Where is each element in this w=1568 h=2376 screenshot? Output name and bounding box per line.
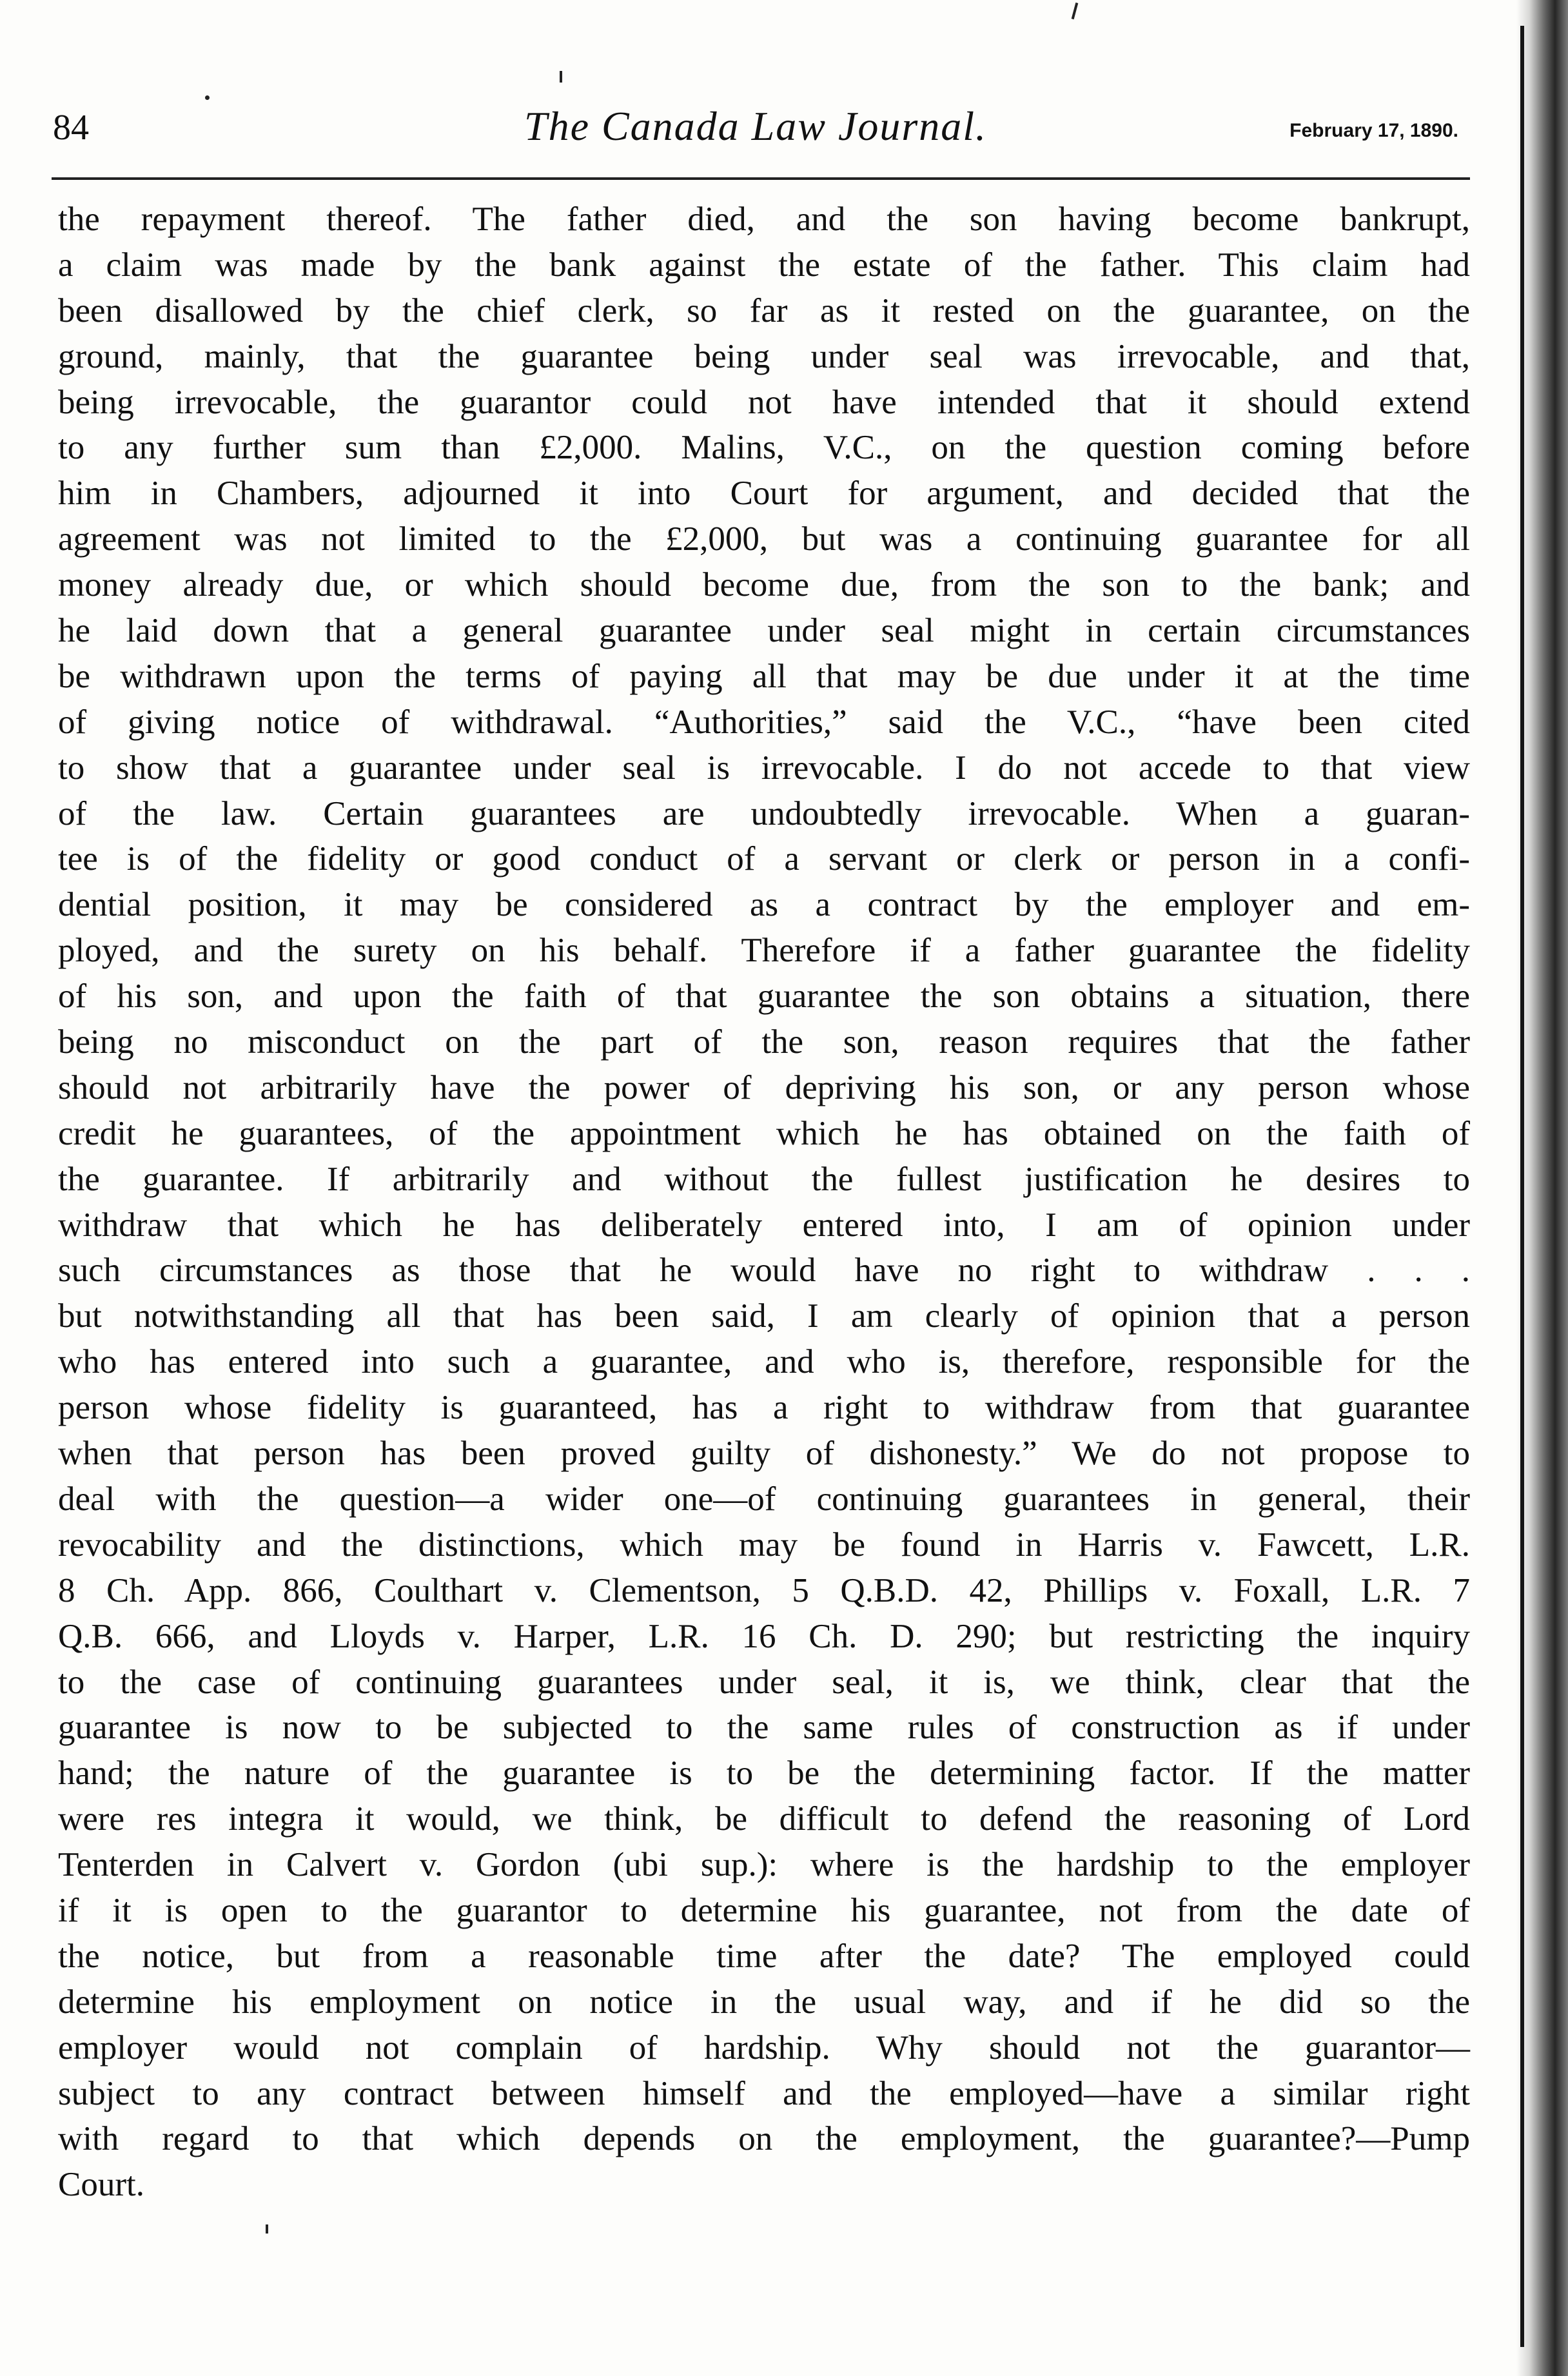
body-text-line: the notice, but from a reasonable time after the date? The employed could <box>58 1937 1470 1975</box>
issue-date: February 17, 1890. <box>1289 120 1458 141</box>
body-text-line: such circumstances as those that he would have no right to withdraw . . . <box>58 1252 1470 1290</box>
body-text-line: were res integra it would, we think, be difficult to defend the reasoning of Lord <box>58 1800 1470 1838</box>
body-text-line: credit he guarantees, of the appointment which he has obtained on the faith of <box>58 1114 1470 1152</box>
body-text-line: ployed, and the surety on his behalf. Therefore if a father guarantee the fidelity <box>58 932 1470 970</box>
body-text-line: to the case of continuing guarantees under seal, it is, we think, clear that the <box>58 1663 1470 1701</box>
body-text-line: to show that a guarantee under seal is irrevocable. I do not accede to that view <box>58 749 1470 787</box>
body-text-line: guarantee is now to be subjected to the same rules of construction as if under <box>58 1709 1470 1747</box>
print-speck <box>266 2224 268 2234</box>
body-text-line: Tenterden in Calvert v. Gordon (ubi sup.): where is the hardship to the employer <box>58 1846 1470 1884</box>
body-text-line: with regard to that which depends on the employment, the guarantee?—Pump <box>58 2120 1470 2158</box>
body-text-line: tee is of the fidelity or good conduct of a servant or clerk or person in a confi- <box>58 840 1470 878</box>
body-text-line: should not arbitrarily have the power of depriving his son, or any person whose <box>58 1068 1470 1106</box>
body-text-line: hand; the nature of the guarantee is to be the determining factor. If the matter <box>58 1754 1470 1792</box>
body-text-line: Q.B. 666, and Lloyds v. Harper, L.R. 16 Ch. D. 290; but restricting the inquiry <box>58 1617 1470 1655</box>
body-text-line: be withdrawn upon the terms of paying all that may be due under it at the time <box>58 657 1470 695</box>
body-text-line: he laid down that a general guarantee under seal might in certain circumstances <box>58 612 1470 650</box>
body-text-line: determine his employment on notice in the usual way, and if he did so the <box>58 1983 1470 2021</box>
body-text-line: to any further sum than £2,000. Malins, V.C., on the question coming before <box>58 429 1470 467</box>
body-text-line: of his son, and upon the faith of that guarantee the son obtains a situation, there <box>58 977 1470 1016</box>
body-text-line: who has entered into such a guarantee, and who is, therefore, responsible for the <box>58 1343 1470 1381</box>
body-text-line: a claim was made by the bank against the estate of the father. This claim had <box>58 246 1470 284</box>
body-text-line: money already due, or which should become due, from the son to the bank; and <box>58 566 1470 604</box>
body-text-line: deal with the question—a wider one—of continuing guarantees in general, their <box>58 1480 1470 1518</box>
page-number: 84 <box>53 108 89 148</box>
body-text-line: subject to any contract between himself and the employed—have a similar right <box>58 2074 1470 2112</box>
page-header <box>53 97 1458 168</box>
binding-edge <box>1520 26 1524 2347</box>
body-text-line: agreement was not limited to the £2,000, but was a continuing guarantee for all <box>58 520 1470 558</box>
body-text-line: 8 Ch. App. 866, Coulthart v. Clementson, 5 Q.B.D. 42, Phillips v. Foxall, L.R. 7 <box>58 1571 1470 1609</box>
body-text-line: withdraw that which he has deliberately entered into, I am of opinion under <box>58 1206 1470 1244</box>
body-text-line: of the law. Certain guarantees are undoubtedly irrevocable. When a guaran- <box>58 794 1470 832</box>
body-text-line: person whose fidelity is guaranteed, has a right to withdraw from that guarantee <box>58 1389 1470 1427</box>
print-speck <box>560 71 562 83</box>
body-text-line: if it is open to the guarantor to determine his guarantee, not from the date of <box>58 1891 1470 1929</box>
body-text-line: dential position, it may be considered as a contract by the employer and em- <box>58 886 1470 924</box>
page-edge-shadow <box>1516 0 1568 2376</box>
running-title: The Canada Law Journal. <box>524 103 988 149</box>
body-text-line: been disallowed by the chief clerk, so far as it rested on the guarantee, on the <box>58 291 1470 329</box>
body-text-line: Court. <box>58 2166 144 2204</box>
body-text-line: the repayment thereof. The father died, and the son having become bankrupt, <box>58 201 1470 238</box>
body-text-line: employer would not complain of hardship. Why should not the guarantor— <box>58 2028 1470 2067</box>
print-speck <box>1072 3 1079 19</box>
body-text-line: being no misconduct on the part of the son, reason requires that the father <box>58 1023 1470 1061</box>
body-text-line: ground, mainly, that the guarantee being under seal was irrevocable, and that, <box>58 337 1470 375</box>
body-text-line: being irrevocable, the guarantor could not have intended that it should extend <box>58 383 1470 421</box>
body-text-line: revocability and the distinctions, which may be found in Harris v. Fawcett, L.R. <box>58 1526 1470 1564</box>
article-body <box>58 197 1470 2208</box>
body-text-line: the guarantee. If arbitrarily and without the fullest justification he desires to <box>58 1160 1470 1198</box>
header-rule <box>52 177 1470 180</box>
body-text-line: of giving notice of withdrawal. “Authorities,” said the V.C., “have been cited <box>58 703 1470 741</box>
body-text-line: when that person has been proved guilty of dishonesty.” We do not propose to <box>58 1435 1470 1473</box>
body-text-line: him in Chambers, adjourned it into Court for argument, and decided that the <box>58 475 1470 513</box>
body-text-line: but notwithstanding all that has been said, I am clearly of opinion that a person <box>58 1297 1470 1335</box>
